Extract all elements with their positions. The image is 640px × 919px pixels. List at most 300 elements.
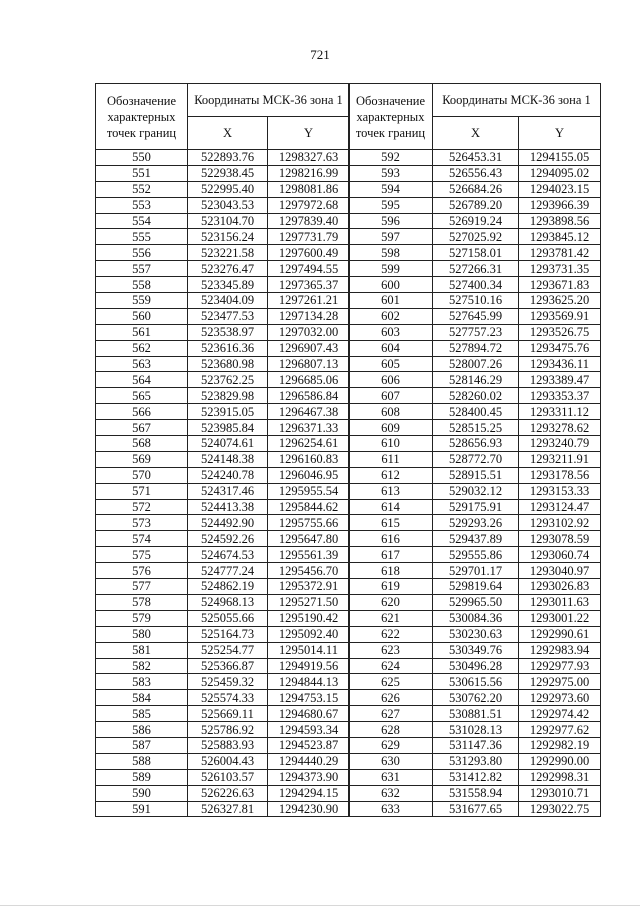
y-coordinate-cell: 1294523.87 <box>268 737 350 753</box>
point-number-cell: 617 <box>349 547 433 563</box>
point-number-cell: 574 <box>96 531 188 547</box>
point-number-cell: 622 <box>349 626 433 642</box>
table-row <box>96 372 350 388</box>
y-coordinate-cell: 1292982.19 <box>519 737 601 753</box>
point-number-cell: 579 <box>96 610 188 626</box>
x-coordinate-cell: 528400.45 <box>433 404 519 420</box>
x-coordinate-cell: 526226.63 <box>188 785 268 801</box>
y-coordinate-cell: 1293569.91 <box>519 308 601 324</box>
point-number-cell: 626 <box>349 690 433 706</box>
point-number-cell: 598 <box>349 245 433 261</box>
point-number-cell: 632 <box>349 785 433 801</box>
point-number-cell: 605 <box>349 356 433 372</box>
x-coordinate-cell: 523680.98 <box>188 356 268 372</box>
table-row <box>96 674 350 690</box>
table-row <box>349 531 601 547</box>
point-number-cell: 601 <box>349 293 433 309</box>
y-coordinate-cell: 1293625.20 <box>519 293 601 309</box>
point-number-cell: 572 <box>96 499 188 515</box>
y-coordinate-cell: 1295647.80 <box>268 531 350 547</box>
x-coordinate-cell: 525786.92 <box>188 722 268 738</box>
table-row <box>96 451 350 467</box>
coordinates-header: Координаты МСК-36 зона 1 <box>188 84 350 117</box>
point-number-cell: 612 <box>349 467 433 483</box>
y-coordinate-cell: 1295955.54 <box>268 483 350 499</box>
table-row <box>96 277 350 293</box>
table-row <box>349 308 601 324</box>
point-number-cell: 583 <box>96 674 188 690</box>
point-number-cell: 576 <box>96 563 188 579</box>
point-number-cell: 568 <box>96 436 188 452</box>
table-row <box>349 785 601 801</box>
point-number-cell: 565 <box>96 388 188 404</box>
table-row <box>349 293 601 309</box>
table-row <box>349 706 601 722</box>
x-coordinate-cell: 523404.09 <box>188 293 268 309</box>
point-number-cell: 625 <box>349 674 433 690</box>
y-coordinate-cell: 1294095.02 <box>519 165 601 181</box>
table-row <box>96 245 350 261</box>
point-number-cell: 551 <box>96 165 188 181</box>
point-number-cell: 584 <box>96 690 188 706</box>
x-coordinate-cell: 531412.82 <box>433 769 519 785</box>
table-row <box>96 737 350 753</box>
point-number-cell: 599 <box>349 261 433 277</box>
point-number-cell: 627 <box>349 706 433 722</box>
table-row <box>96 706 350 722</box>
point-number-cell: 606 <box>349 372 433 388</box>
point-number-cell: 580 <box>96 626 188 642</box>
x-coordinate-cell: 524862.19 <box>188 579 268 595</box>
table-row <box>349 515 601 531</box>
x-coordinate-cell: 527510.16 <box>433 293 519 309</box>
y-coordinate-cell: 1293026.83 <box>519 579 601 595</box>
point-number-cell: 619 <box>349 579 433 595</box>
table-row <box>96 340 350 356</box>
x-coordinate-cell: 526103.57 <box>188 769 268 785</box>
point-number-cell: 564 <box>96 372 188 388</box>
y-coordinate-cell: 1297365.37 <box>268 277 350 293</box>
x-coordinate-cell: 531028.13 <box>433 722 519 738</box>
point-number-cell: 589 <box>96 769 188 785</box>
point-number-cell: 587 <box>96 737 188 753</box>
point-number-cell: 571 <box>96 483 188 499</box>
table-row <box>96 563 350 579</box>
table-row <box>349 610 601 626</box>
y-coordinate-cell: 1293671.83 <box>519 277 601 293</box>
point-number-cell: 613 <box>349 483 433 499</box>
x-coordinate-cell: 529437.89 <box>433 531 519 547</box>
x-coordinate-cell: 531558.94 <box>433 785 519 801</box>
point-number-cell: 552 <box>96 181 188 197</box>
y-coordinate-cell: 1293001.22 <box>519 610 601 626</box>
x-coordinate-cell: 526004.43 <box>188 753 268 769</box>
y-coordinate-cell: 1296254.61 <box>268 436 350 452</box>
y-coordinate-cell: 1293022.75 <box>519 801 601 817</box>
point-number-cell: 608 <box>349 404 433 420</box>
y-coordinate-cell: 1292990.61 <box>519 626 601 642</box>
table-row <box>96 801 350 817</box>
table-row <box>349 690 601 706</box>
point-number-cell: 597 <box>349 229 433 245</box>
y-coordinate-cell: 1293353.37 <box>519 388 601 404</box>
table-row <box>96 436 350 452</box>
point-number-cell: 553 <box>96 197 188 213</box>
x-coordinate-cell: 524492.90 <box>188 515 268 531</box>
x-coordinate-cell: 527400.34 <box>433 277 519 293</box>
table-row <box>96 690 350 706</box>
y-coordinate-cell: 1296807.13 <box>268 356 350 372</box>
table-row <box>96 499 350 515</box>
table-row <box>349 388 601 404</box>
y-coordinate-cell: 1295844.62 <box>268 499 350 515</box>
page-number: 721 <box>310 47 330 62</box>
table-row <box>349 197 601 213</box>
x-coordinate-cell: 526919.24 <box>433 213 519 229</box>
table-row <box>96 579 350 595</box>
table-row <box>349 356 601 372</box>
point-number-cell: 569 <box>96 451 188 467</box>
x-coordinate-cell: 530084.36 <box>433 610 519 626</box>
y-coordinate-cell: 1292973.60 <box>519 690 601 706</box>
table-row <box>96 197 350 213</box>
y-coordinate-cell: 1293060.74 <box>519 547 601 563</box>
y-coordinate-cell: 1293040.97 <box>519 563 601 579</box>
point-number-cell: 570 <box>96 467 188 483</box>
x-coordinate-cell: 523538.97 <box>188 324 268 340</box>
table-row <box>349 229 601 245</box>
x-coordinate-cell: 529965.50 <box>433 594 519 610</box>
y-coordinate-cell: 1293078.59 <box>519 531 601 547</box>
point-number-cell: 595 <box>349 197 433 213</box>
x-coordinate-cell: 530615.56 <box>433 674 519 690</box>
x-coordinate-cell: 524240.78 <box>188 467 268 483</box>
point-number-cell: 610 <box>349 436 433 452</box>
table-row <box>96 150 350 166</box>
x-column-header: X <box>188 117 268 150</box>
table-row <box>96 165 350 181</box>
x-coordinate-cell: 530230.63 <box>433 626 519 642</box>
x-coordinate-cell: 530762.20 <box>433 690 519 706</box>
y-coordinate-cell: 1296467.38 <box>268 404 350 420</box>
y-coordinate-cell: 1292974.42 <box>519 706 601 722</box>
x-coordinate-cell: 526789.20 <box>433 197 519 213</box>
y-coordinate-cell: 1294155.05 <box>519 150 601 166</box>
x-coordinate-cell: 522938.45 <box>188 165 268 181</box>
table-row <box>96 181 350 197</box>
y-coordinate-cell: 1297600.49 <box>268 245 350 261</box>
table-row <box>349 769 601 785</box>
y-coordinate-cell: 1295755.66 <box>268 515 350 531</box>
point-number-cell: 629 <box>349 737 433 753</box>
table-row <box>349 642 601 658</box>
x-coordinate-cell: 526453.31 <box>433 150 519 166</box>
table-row <box>96 229 350 245</box>
table-row <box>96 293 350 309</box>
x-coordinate-cell: 528656.93 <box>433 436 519 452</box>
point-number-cell: 623 <box>349 642 433 658</box>
table-row <box>96 308 350 324</box>
y-coordinate-cell: 1294753.15 <box>268 690 350 706</box>
y-coordinate-cell: 1293102.92 <box>519 515 601 531</box>
table-row <box>349 324 601 340</box>
point-number-cell: 630 <box>349 753 433 769</box>
y-coordinate-cell: 1293011.63 <box>519 594 601 610</box>
x-coordinate-cell: 524777.24 <box>188 563 268 579</box>
table-row <box>349 213 601 229</box>
x-coordinate-cell: 528915.51 <box>433 467 519 483</box>
x-coordinate-cell: 526684.26 <box>433 181 519 197</box>
x-coordinate-cell: 524074.61 <box>188 436 268 452</box>
y-coordinate-cell: 1293311.12 <box>519 404 601 420</box>
point-number-cell: 557 <box>96 261 188 277</box>
x-coordinate-cell: 525883.93 <box>188 737 268 753</box>
y-coordinate-cell: 1294593.34 <box>268 722 350 738</box>
x-coordinate-cell: 528515.25 <box>433 420 519 436</box>
x-coordinate-cell: 527645.99 <box>433 308 519 324</box>
table-row <box>349 436 601 452</box>
point-number-cell: 585 <box>96 706 188 722</box>
y-coordinate-cell: 1293526.75 <box>519 324 601 340</box>
x-coordinate-cell: 527158.01 <box>433 245 519 261</box>
y-coordinate-cell: 1296586.84 <box>268 388 350 404</box>
y-coordinate-cell: 1297731.79 <box>268 229 350 245</box>
x-coordinate-cell: 531293.80 <box>433 753 519 769</box>
table-row <box>96 642 350 658</box>
x-coordinate-cell: 529701.17 <box>433 563 519 579</box>
y-coordinate-cell: 1294440.29 <box>268 753 350 769</box>
table-row <box>349 547 601 563</box>
x-coordinate-cell: 524592.26 <box>188 531 268 547</box>
point-number-cell: 609 <box>349 420 433 436</box>
x-coordinate-cell: 529555.86 <box>433 547 519 563</box>
x-coordinate-cell: 526327.81 <box>188 801 268 817</box>
x-coordinate-cell: 524968.13 <box>188 594 268 610</box>
point-number-cell: 604 <box>349 340 433 356</box>
table-row <box>96 388 350 404</box>
x-column-header: X <box>433 117 519 150</box>
y-coordinate-cell: 1297032.00 <box>268 324 350 340</box>
y-coordinate-cell: 1292977.62 <box>519 722 601 738</box>
point-number-cell: 631 <box>349 769 433 785</box>
point-number-cell: 567 <box>96 420 188 436</box>
table-row <box>349 451 601 467</box>
point-number-cell: 560 <box>96 308 188 324</box>
y-coordinate-cell: 1292983.94 <box>519 642 601 658</box>
y-coordinate-cell: 1293240.79 <box>519 436 601 452</box>
table-row <box>96 531 350 547</box>
x-coordinate-cell: 523104.70 <box>188 213 268 229</box>
y-coordinate-cell: 1294373.90 <box>268 769 350 785</box>
y-coordinate-cell: 1293966.39 <box>519 197 601 213</box>
table-row <box>349 340 601 356</box>
point-number-cell: 594 <box>349 181 433 197</box>
table-row <box>96 753 350 769</box>
coordinates-header: Координаты МСК-36 зона 1 <box>433 84 601 117</box>
x-coordinate-cell: 523762.25 <box>188 372 268 388</box>
table-row <box>349 658 601 674</box>
x-coordinate-cell: 528146.29 <box>433 372 519 388</box>
table-row <box>349 181 601 197</box>
table-row <box>96 420 350 436</box>
point-number-cell: 603 <box>349 324 433 340</box>
point-number-cell: 577 <box>96 579 188 595</box>
point-number-cell: 582 <box>96 658 188 674</box>
x-coordinate-cell: 524317.46 <box>188 483 268 499</box>
table-row <box>96 404 350 420</box>
y-coordinate-cell: 1298216.99 <box>268 165 350 181</box>
y-coordinate-cell: 1293010.71 <box>519 785 601 801</box>
x-coordinate-cell: 525254.77 <box>188 642 268 658</box>
point-number-cell: 563 <box>96 356 188 372</box>
x-coordinate-cell: 527894.72 <box>433 340 519 356</box>
x-coordinate-cell: 527757.23 <box>433 324 519 340</box>
table-row <box>349 594 601 610</box>
x-coordinate-cell: 528772.70 <box>433 451 519 467</box>
point-number-cell: 596 <box>349 213 433 229</box>
y-coordinate-cell: 1292990.00 <box>519 753 601 769</box>
table-row <box>349 801 601 817</box>
table-row <box>349 245 601 261</box>
y-coordinate-cell: 1295014.11 <box>268 642 350 658</box>
y-coordinate-cell: 1295190.42 <box>268 610 350 626</box>
table-row <box>349 753 601 769</box>
point-number-cell: 615 <box>349 515 433 531</box>
y-coordinate-cell: 1297134.28 <box>268 308 350 324</box>
y-coordinate-cell: 1293178.56 <box>519 467 601 483</box>
x-coordinate-cell: 525459.32 <box>188 674 268 690</box>
y-coordinate-cell: 1295561.39 <box>268 547 350 563</box>
y-coordinate-cell: 1298327.63 <box>268 150 350 166</box>
point-designation-header: Обозначение характерных точек границ <box>349 84 433 150</box>
x-coordinate-cell: 523156.24 <box>188 229 268 245</box>
x-coordinate-cell: 529032.12 <box>433 483 519 499</box>
point-number-cell: 559 <box>96 293 188 309</box>
table-row <box>349 563 601 579</box>
x-coordinate-cell: 523477.53 <box>188 308 268 324</box>
y-coordinate-cell: 1295372.91 <box>268 579 350 595</box>
table-row <box>96 594 350 610</box>
y-coordinate-cell: 1292998.31 <box>519 769 601 785</box>
y-coordinate-cell: 1296371.33 <box>268 420 350 436</box>
x-coordinate-cell: 525669.11 <box>188 706 268 722</box>
x-coordinate-cell: 522893.76 <box>188 150 268 166</box>
point-number-cell: 614 <box>349 499 433 515</box>
x-coordinate-cell: 530496.28 <box>433 658 519 674</box>
point-number-cell: 556 <box>96 245 188 261</box>
point-number-cell: 575 <box>96 547 188 563</box>
x-coordinate-cell: 529819.64 <box>433 579 519 595</box>
coordinates-table-right <box>348 83 601 817</box>
point-number-cell: 558 <box>96 277 188 293</box>
y-coordinate-cell: 1297972.68 <box>268 197 350 213</box>
point-number-cell: 555 <box>96 229 188 245</box>
table-row <box>96 658 350 674</box>
point-number-cell: 592 <box>349 150 433 166</box>
table-row <box>349 150 601 166</box>
x-coordinate-cell: 527025.92 <box>433 229 519 245</box>
y-coordinate-cell: 1293898.56 <box>519 213 601 229</box>
table-row <box>96 610 350 626</box>
table-row <box>96 356 350 372</box>
point-number-cell: 593 <box>349 165 433 181</box>
x-coordinate-cell: 523985.84 <box>188 420 268 436</box>
point-number-cell: 628 <box>349 722 433 738</box>
table-row <box>349 261 601 277</box>
x-coordinate-cell: 523221.58 <box>188 245 268 261</box>
table-row <box>96 547 350 563</box>
x-coordinate-cell: 523616.36 <box>188 340 268 356</box>
point-number-cell: 562 <box>96 340 188 356</box>
y-coordinate-cell: 1296907.43 <box>268 340 350 356</box>
point-number-cell: 621 <box>349 610 433 626</box>
y-coordinate-cell: 1296160.83 <box>268 451 350 467</box>
y-coordinate-cell: 1295456.70 <box>268 563 350 579</box>
x-coordinate-cell: 523276.47 <box>188 261 268 277</box>
x-coordinate-cell: 526556.43 <box>433 165 519 181</box>
x-coordinate-cell: 523345.89 <box>188 277 268 293</box>
y-column-header: Y <box>268 117 350 150</box>
table-row <box>349 674 601 690</box>
table-row <box>349 483 601 499</box>
point-number-cell: 600 <box>349 277 433 293</box>
y-coordinate-cell: 1293436.11 <box>519 356 601 372</box>
table-row <box>96 722 350 738</box>
point-number-cell: 554 <box>96 213 188 229</box>
point-number-cell: 620 <box>349 594 433 610</box>
y-coordinate-cell: 1293153.33 <box>519 483 601 499</box>
y-column-header: Y <box>519 117 601 150</box>
table-row <box>349 579 601 595</box>
x-coordinate-cell: 531147.36 <box>433 737 519 753</box>
y-coordinate-cell: 1293781.42 <box>519 245 601 261</box>
table-row <box>96 467 350 483</box>
table-row <box>349 626 601 642</box>
table-row <box>349 467 601 483</box>
x-coordinate-cell: 529175.91 <box>433 499 519 515</box>
x-coordinate-cell: 524148.38 <box>188 451 268 467</box>
x-coordinate-cell: 525164.73 <box>188 626 268 642</box>
table-row <box>96 769 350 785</box>
y-coordinate-cell: 1296685.06 <box>268 372 350 388</box>
scan-edge-line <box>0 905 640 906</box>
point-designation-header: Обозначение характерных точек границ <box>96 84 188 150</box>
x-coordinate-cell: 524413.38 <box>188 499 268 515</box>
point-number-cell: 633 <box>349 801 433 817</box>
table-row <box>96 515 350 531</box>
point-number-cell: 607 <box>349 388 433 404</box>
point-number-cell: 581 <box>96 642 188 658</box>
table-row <box>96 626 350 642</box>
table-row <box>349 372 601 388</box>
point-number-cell: 588 <box>96 753 188 769</box>
y-coordinate-cell: 1293211.91 <box>519 451 601 467</box>
table-row <box>349 165 601 181</box>
x-coordinate-cell: 527266.31 <box>433 261 519 277</box>
y-coordinate-cell: 1292977.93 <box>519 658 601 674</box>
point-number-cell: 616 <box>349 531 433 547</box>
y-coordinate-cell: 1295092.40 <box>268 626 350 642</box>
y-coordinate-cell: 1293731.35 <box>519 261 601 277</box>
point-number-cell: 611 <box>349 451 433 467</box>
x-coordinate-cell: 524674.53 <box>188 547 268 563</box>
table-row <box>349 404 601 420</box>
point-number-cell: 590 <box>96 785 188 801</box>
point-number-cell: 602 <box>349 308 433 324</box>
table-row <box>349 737 601 753</box>
point-number-cell: 618 <box>349 563 433 579</box>
y-coordinate-cell: 1297839.40 <box>268 213 350 229</box>
